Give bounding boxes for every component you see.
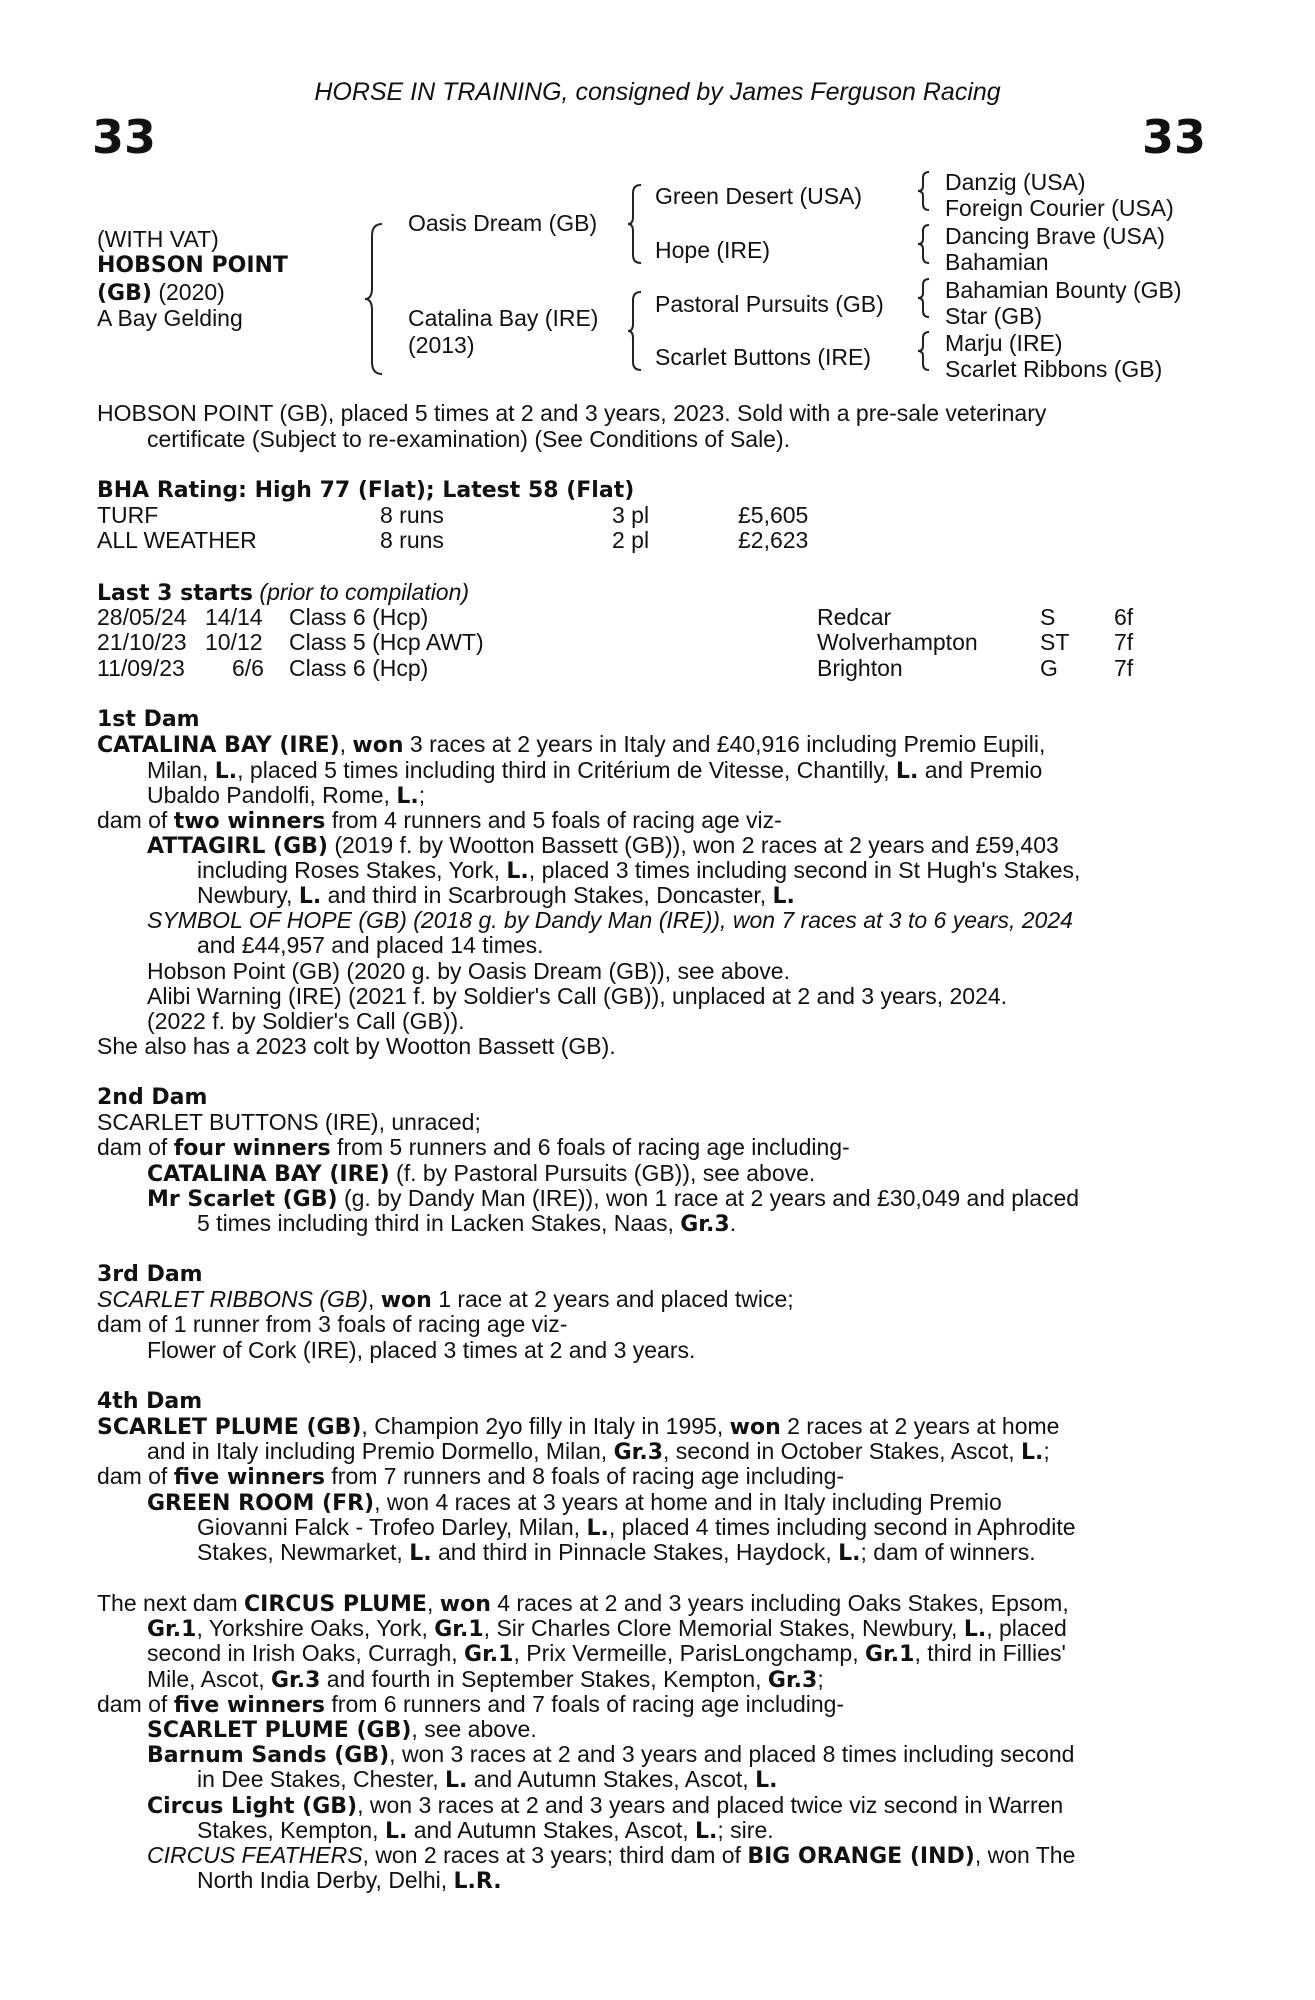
start-class: Class 6 (Hcp) xyxy=(289,655,429,681)
dam1-line-2: Milan, L., placed 5 times including third in Critérium de Vitesse, Chantilly, L. and Premio xyxy=(147,757,1043,784)
rating-runs: 8 runs xyxy=(380,527,444,553)
start-date: 11/09/23 xyxy=(97,655,185,681)
dam4-line-1: SCARLET PLUME (GB), Champion 2yo filly in Italy in 1995, won 2 races at 2 years at home xyxy=(97,1413,1060,1440)
start-class: Class 6 (Hcp) xyxy=(289,604,429,630)
nextdam-offspring-1: SCARLET PLUME (GB), see above. xyxy=(147,1716,537,1743)
pedigree-g3-4: Bahamian xyxy=(945,249,1049,275)
horse-origin-year: (GB) (2020) xyxy=(97,279,225,306)
pedigree-brace-g4 xyxy=(917,330,931,372)
nextdam-line-5: dam of five winners from 6 runners and 7 foals of racing age including- xyxy=(97,1691,845,1718)
bha-rating: BHA Rating: High 77 (Flat); Latest 58 (Flat) xyxy=(97,478,635,503)
pedigree-brace-g3 xyxy=(917,277,931,319)
start-distance: 6f xyxy=(1114,604,1134,630)
lot-number-right: 33 xyxy=(1142,110,1207,164)
summary-line-1: HOBSON POINT (GB), placed 5 times at 2 and 3 years, 2023. Sold with a pre-sale veterinary xyxy=(97,400,1047,426)
start-distance: 7f xyxy=(1114,655,1134,681)
vat-label: (WITH VAT) xyxy=(97,226,219,252)
start-class: Class 5 (Hcp AWT) xyxy=(289,629,484,655)
dam1-offspring-4: Alibi Warning (IRE) (2021 f. by Soldier's Call (GB)), unplaced at 2 and 3 years, 2024. xyxy=(147,983,1008,1009)
dam2-offspring-2-cont: 5 times including third in Lacken Stakes, Naas, Gr.3. xyxy=(197,1210,737,1237)
start-date: 21/10/23 xyxy=(97,629,187,655)
catalogue-header: HORSE IN TRAINING, consigned by James Ferguson Racing xyxy=(314,78,1001,106)
nextdam-offspring-3-cont: Stakes, Kempton, L. and Autumn Stakes, Ascot, L.; sire. xyxy=(197,1817,774,1844)
dam1-line-4: dam of two winners from 4 runners and 5 foals of racing age viz- xyxy=(97,807,782,834)
nextdam-offspring-4: CIRCUS FEATHERS, won 2 races at 3 years; third dam of BIG ORANGE (IND), won The xyxy=(147,1842,1076,1869)
start-going: ST xyxy=(1040,629,1070,655)
nextdam-line-4: Mile, Ascot, Gr.3 and fourth in September Stakes, Kempton, Gr.3; xyxy=(147,1666,824,1693)
pedigree-sire-dam: Hope (IRE) xyxy=(655,237,771,263)
nextdam-line-1: The next dam CIRCUS PLUME, won 4 races at 2 and 3 years including Oaks Stakes, Epsom, xyxy=(97,1590,1069,1617)
pedigree-brace-g1 xyxy=(917,170,931,212)
dam1-also-has: She also has a 2023 colt by Wootton Bassett (GB). xyxy=(97,1033,616,1059)
dam4-offspring-1: GREEN ROOM (FR), won 4 races at 3 years at home and in Italy including Premio xyxy=(147,1489,1002,1516)
nextdam-line-2: Gr.1, Yorkshire Oaks, York, Gr.1, Sir Charles Clore Memorial Stakes, Newbury, L., placed xyxy=(147,1615,1067,1642)
dam1-heading: 1st Dam xyxy=(97,707,200,732)
rating-money: £5,605 xyxy=(738,502,809,528)
horse-description: A Bay Gelding xyxy=(97,305,243,331)
pedigree-dam-brace xyxy=(627,290,643,372)
start-course: Brighton xyxy=(817,655,903,681)
nextdam-offspring-2: Barnum Sands (GB), won 3 races at 2 and 3 years and placed 8 times including second xyxy=(147,1741,1075,1768)
nextdam-offspring-2-cont: in Dee Stakes, Chester, L. and Autumn Stakes, Ascot, L. xyxy=(197,1766,778,1793)
dam3-line-2: dam of 1 runner from 3 foals of racing age viz- xyxy=(97,1311,568,1337)
rating-surface: TURF xyxy=(97,502,159,528)
pedigree-main-brace xyxy=(364,222,384,376)
dam1-offspring-5: (2022 f. by Soldier's Call (GB)). xyxy=(147,1008,465,1034)
rating-money: £2,623 xyxy=(738,527,809,553)
pedigree-dam-dam: Scarlet Buttons (IRE) xyxy=(655,344,872,370)
pedigree-g3-1: Danzig (USA) xyxy=(945,169,1086,195)
dam4-offspring-1-cont: Giovanni Falck - Trofeo Darley, Milan, L., placed 4 times including second in Aphrodite xyxy=(197,1514,1076,1541)
start-course: Wolverhampton xyxy=(817,629,978,655)
dam1-offspring-1: ATTAGIRL (GB) (2019 f. by Wootton Bassett (GB)), won 2 races at 2 years and £59,403 xyxy=(147,832,1059,859)
dam4-heading: 4th Dam xyxy=(97,1389,203,1414)
pedigree-g3-5: Bahamian Bounty (GB) xyxy=(945,277,1182,303)
start-going: G xyxy=(1040,655,1058,681)
dam1-offspring-2: SYMBOL OF HOPE (GB) (2018 g. by Dandy Man (IRE)), won 7 races at 3 to 6 years, 2024 xyxy=(147,907,1073,933)
dam3-offspring-1: Flower of Cork (IRE), placed 3 times at 2 and 3 years. xyxy=(147,1337,696,1363)
start-going: S xyxy=(1040,604,1056,630)
dam1-line-3: Ubaldo Pandolfi, Rome, L.; xyxy=(147,782,426,809)
pedigree-dam-sire: Pastoral Pursuits (GB) xyxy=(655,291,884,317)
dam3-heading: 3rd Dam xyxy=(97,1262,203,1287)
dam1-offspring-1-cont: including Roses Stakes, York, L., placed 3 times including second in St Hugh's Stakes, xyxy=(197,857,1081,884)
pedigree-g3-6: Star (GB) xyxy=(945,303,1043,329)
dam4-offspring-1-cont2: Stakes, Newmarket, L. and third in Pinnacle Stakes, Haydock, L.; dam of winners. xyxy=(197,1539,1036,1566)
nextdam-line-3: second in Irish Oaks, Curragh, Gr.1, Prix Vermeille, ParisLongchamp, Gr.1, third in Fillies' xyxy=(147,1640,1066,1667)
pedigree-brace-g2 xyxy=(917,223,931,265)
start-position: 10/12 xyxy=(205,629,263,655)
rating-placed: 3 pl xyxy=(612,502,650,528)
start-position: 6/6 xyxy=(232,655,264,681)
pedigree-sire-sire: Green Desert (USA) xyxy=(655,183,863,209)
rating-surface: ALL WEATHER xyxy=(97,527,257,553)
pedigree-sire-brace xyxy=(627,183,643,265)
last-starts-heading: Last 3 starts (prior to compilation) xyxy=(97,579,470,606)
start-distance: 7f xyxy=(1114,629,1134,655)
rating-placed: 2 pl xyxy=(612,527,650,553)
dam2-offspring-1: CATALINA BAY (IRE) (f. by Pastoral Pursuits (GB)), see above. xyxy=(147,1160,816,1187)
pedigree-g3-2: Foreign Courier (USA) xyxy=(945,195,1174,221)
pedigree-g3-8: Scarlet Ribbons (GB) xyxy=(945,356,1163,382)
start-course: Redcar xyxy=(817,604,892,630)
rating-runs: 8 runs xyxy=(380,502,444,528)
dam4-line-2: and in Italy including Premio Dormello, Milan, Gr.3, second in October Stakes, Ascot, L.; xyxy=(147,1438,1050,1465)
dam1-offspring-2-cont: and £44,957 and placed 14 times. xyxy=(197,932,544,958)
dam2-offspring-2: Mr Scarlet (GB) (g. by Dandy Man (IRE)), won 1 race at 2 years and £30,049 and placed xyxy=(147,1185,1080,1212)
lot-number-left: 33 xyxy=(92,110,157,164)
dam4-line-3: dam of five winners from 7 runners and 8 foals of racing age including- xyxy=(97,1463,845,1490)
dam3-line-1: SCARLET RIBBONS (GB), won 1 race at 2 years and placed twice; xyxy=(97,1286,794,1313)
dam2-line-1: SCARLET BUTTONS (IRE), unraced; xyxy=(97,1109,481,1135)
start-date: 28/05/24 xyxy=(97,604,187,630)
dam1-line-1: CATALINA BAY (IRE), won 3 races at 2 years in Italy and £40,916 including Premio Eupili, xyxy=(97,731,1046,758)
summary-line-2: certificate (Subject to re-examination) (See Conditions of Sale). xyxy=(147,426,791,452)
pedigree-dam-year: (2013) xyxy=(408,332,475,358)
nextdam-offspring-3: Circus Light (GB), won 3 races at 2 and 3 years and placed twice viz second in Warren xyxy=(147,1792,1064,1819)
pedigree-g3-7: Marju (IRE) xyxy=(945,330,1063,356)
pedigree-sire: Oasis Dream (GB) xyxy=(408,210,598,236)
nextdam-offspring-4-cont: North India Derby, Delhi, L.R. xyxy=(197,1867,502,1894)
horse-name: HOBSON POINT xyxy=(97,253,288,278)
dam2-line-2: dam of four winners from 5 runners and 6 foals of racing age including- xyxy=(97,1134,850,1161)
dam2-heading: 2nd Dam xyxy=(97,1085,208,1110)
start-position: 14/14 xyxy=(205,604,263,630)
pedigree-g3-3: Dancing Brave (USA) xyxy=(945,223,1165,249)
dam1-offspring-1-cont2: Newbury, L. and third in Scarbrough Stakes, Doncaster, L. xyxy=(197,882,795,909)
dam1-offspring-3: Hobson Point (GB) (2020 g. by Oasis Dream (GB)), see above. xyxy=(147,958,790,984)
pedigree-dam: Catalina Bay (IRE) xyxy=(408,305,599,331)
